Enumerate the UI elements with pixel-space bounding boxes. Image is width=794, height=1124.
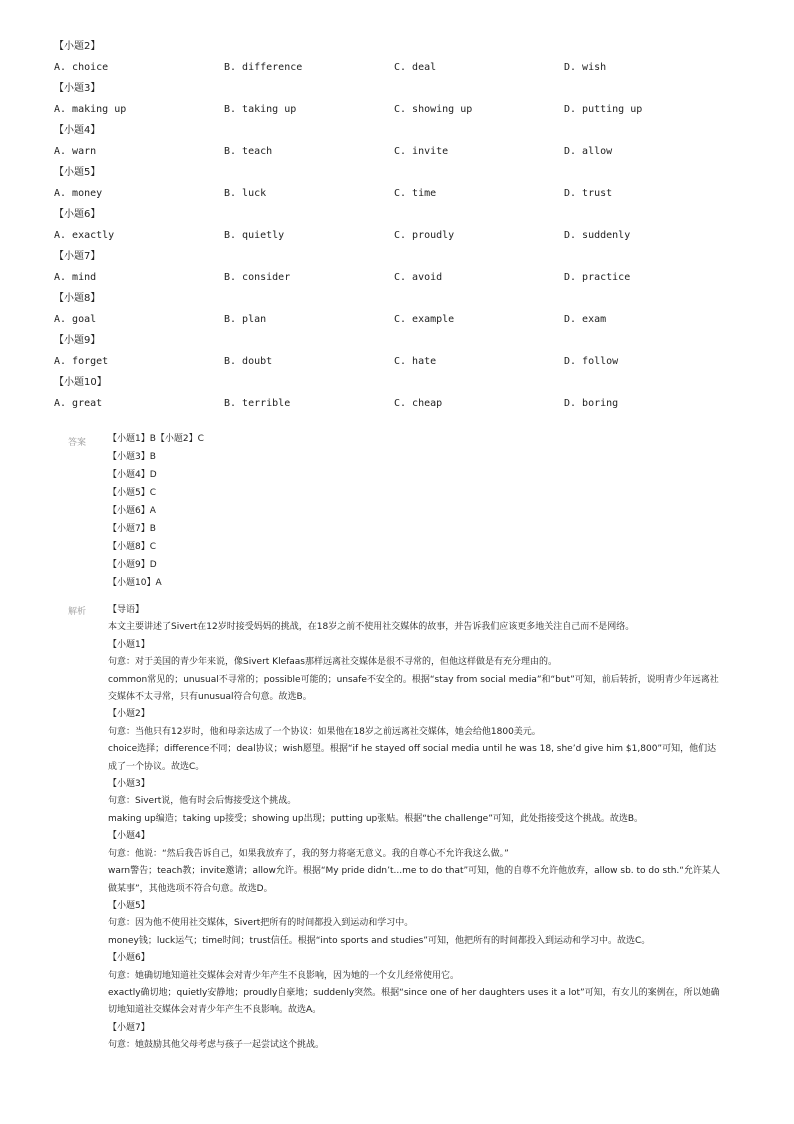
option-c: C. showing up — [394, 104, 473, 115]
explanation-line: 【导语】 — [108, 605, 145, 615]
question-heading: 【小题3】 — [54, 83, 101, 94]
option-row — [54, 397, 754, 411]
answer-label: 答案 — [68, 438, 87, 448]
explanation-label: 解析 — [68, 607, 87, 617]
question-heading: 【小题5】 — [54, 167, 101, 178]
explanation-line: 【小题6】 — [108, 953, 150, 964]
option-a: A. making up — [54, 104, 127, 115]
option-d: D. practice — [564, 272, 631, 283]
option-a: A. warn — [54, 146, 97, 157]
option-c: C. cheap — [394, 398, 443, 409]
explanation-line: 句意：她鼓励其他父母考虑与孩子一起尝试这个挑战。 — [108, 1040, 325, 1051]
answer-line: 【小题9】D — [108, 560, 157, 570]
option-d: D. boring — [564, 398, 619, 409]
option-c: C. avoid — [394, 272, 443, 283]
option-row — [54, 103, 754, 117]
option-row — [54, 145, 754, 159]
option-row — [54, 355, 754, 369]
option-a: A. forget — [54, 356, 109, 367]
answer-line: 【小题7】B — [108, 524, 156, 534]
explanation-line: 【小题4】 — [108, 831, 150, 842]
option-d: D. putting up — [564, 104, 643, 115]
explanation-line: 【小题5】 — [108, 900, 150, 911]
explanation-line: 本文主要讲述了Sivert在12岁时接受妈妈的挑战，在18岁之前不使用社交媒体的故事，并告诉我们应该更多地关注自己而不是网络。 — [108, 622, 635, 633]
explanation-line: 句意：他说：“然后我告诉自己，如果我放弃了，我的努力将毫无意义。我的自尊心不允许我这么做。” — [108, 848, 509, 859]
explanation-line: money钱；luck运气；time时间；trust信任。根据“into sports and studies”可知，他把所有的时间都投入到运动和学习中。故选C。 — [108, 935, 651, 946]
explanation-line: 句意：当他只有12岁时，他和母亲达成了一个协议：如果他在18岁之前远离社交媒体，她会给他1800美元。 — [108, 726, 541, 737]
option-c: C. deal — [394, 62, 437, 73]
explanation-line: making up编造；taking up接受；showing up出现；putting up张贴。根据“the challenge”可知，此处指接受这个挑战。故选B。 — [108, 813, 644, 824]
option-a: A. goal — [54, 314, 97, 325]
option-row — [54, 229, 754, 243]
explanation-line: common常见的；unusual不寻常的；possible可能的；unsafe不安全的。根据“stay from social media”和“but”可知，前后转折，说明青少年远离社交媒体不太寻常，只有unusual符合句意。故选B。 — [108, 674, 719, 703]
answer-line: 【小题8】C — [108, 542, 157, 552]
option-a: A. choice — [54, 62, 109, 73]
option-b: B. luck — [224, 188, 267, 199]
explanation-line: 【小题7】 — [108, 1022, 150, 1033]
explanation-line: warn警告；teach教；invite邀请；allow允许。根据“My pride didn’t...me to do that”可知，他的自尊不允许他放弃，allow sb. to do sth.“允许某人做某事”，其他选项不符合句意。故选D。 — [108, 866, 720, 894]
explanation-line: 句意：对于美国的青少年来说，像Sivert Klefaas那样远离社交媒体是很不寻常的，但他这样做是有充分理由的。 — [108, 657, 557, 668]
question-options — [54, 40, 754, 418]
option-row — [54, 271, 754, 285]
option-d: D. follow — [564, 356, 619, 367]
explanation-line: 【小题1】 — [108, 639, 150, 650]
option-row — [54, 187, 754, 201]
option-b: B. taking up — [224, 104, 297, 115]
option-row — [54, 61, 754, 75]
answer-line: 【小题10】A — [108, 578, 162, 588]
option-b: B. doubt — [224, 356, 273, 367]
option-c: C. time — [394, 188, 437, 199]
answer-line: 【小题5】C — [108, 488, 157, 498]
option-row — [54, 313, 754, 327]
option-a: A. great — [54, 398, 103, 409]
question-heading: 【小题6】 — [54, 209, 101, 220]
option-b: B. consider — [224, 272, 291, 283]
option-c: C. invite — [394, 146, 449, 157]
option-c: C. proudly — [394, 230, 455, 241]
option-a: A. exactly — [54, 230, 115, 241]
option-b: B. plan — [224, 314, 267, 325]
option-d: D. trust — [564, 188, 613, 199]
explanation-line: exactly确切地；quietly安静地；proudly自豪地；suddenly突然。根据“since one of her daughters uses it a lot”可知，有女儿的案例在，所以她确切地知道社交媒体会对青少年产生不良影响。故选A。 — [108, 987, 720, 1016]
answers-list — [108, 432, 204, 594]
option-a: A. money — [54, 188, 103, 199]
explanation-line: 句意：她确切地知道社交媒体会对青少年产生不良影响，因为她的一个女儿经常使用它。 — [108, 970, 460, 981]
option-b: B. terrible — [224, 398, 291, 409]
option-d: D. exam — [564, 314, 607, 325]
question-heading: 【小题10】 — [54, 377, 107, 388]
option-d: D. suddenly — [564, 230, 631, 241]
option-b: B. teach — [224, 146, 273, 157]
explanation-line: 句意：因为他不使用社交媒体，Sivert把所有的时间都投入到运动和学习中。 — [108, 918, 414, 929]
option-b: B. quietly — [224, 230, 285, 241]
explanation-line: 句意：Sivert说，他有时会后悔接受这个挑战。 — [108, 796, 297, 807]
option-d: D. wish — [564, 62, 607, 73]
option-a: A. mind — [54, 272, 97, 283]
question-heading: 【小题9】 — [54, 335, 101, 346]
question-heading: 【小题4】 — [54, 125, 101, 136]
explanation-line: 【小题2】 — [108, 709, 150, 720]
answer-line: 【小题3】B — [108, 452, 156, 462]
option-b: B. difference — [224, 62, 303, 73]
option-c: C. example — [394, 314, 455, 325]
option-d: D. allow — [564, 146, 613, 157]
explanation-line: choice选择；difference不同；deal协议；wish愿望。根据“if he stayed off social media until he was 18, she’d give him $1,800”可知，他们达成了一个协议。故选C。 — [108, 744, 717, 772]
question-heading: 【小题2】 — [54, 41, 101, 52]
explanation-line: 【小题3】 — [108, 779, 150, 790]
answer-line: 【小题1】B【小题2】C — [108, 434, 204, 444]
answer-line: 【小题4】D — [108, 470, 157, 480]
question-heading: 【小题7】 — [54, 251, 101, 262]
answer-line: 【小题6】A — [108, 506, 156, 516]
option-c: C. hate — [394, 356, 437, 367]
explanation-body — [108, 602, 720, 1055]
question-heading: 【小题8】 — [54, 293, 101, 304]
